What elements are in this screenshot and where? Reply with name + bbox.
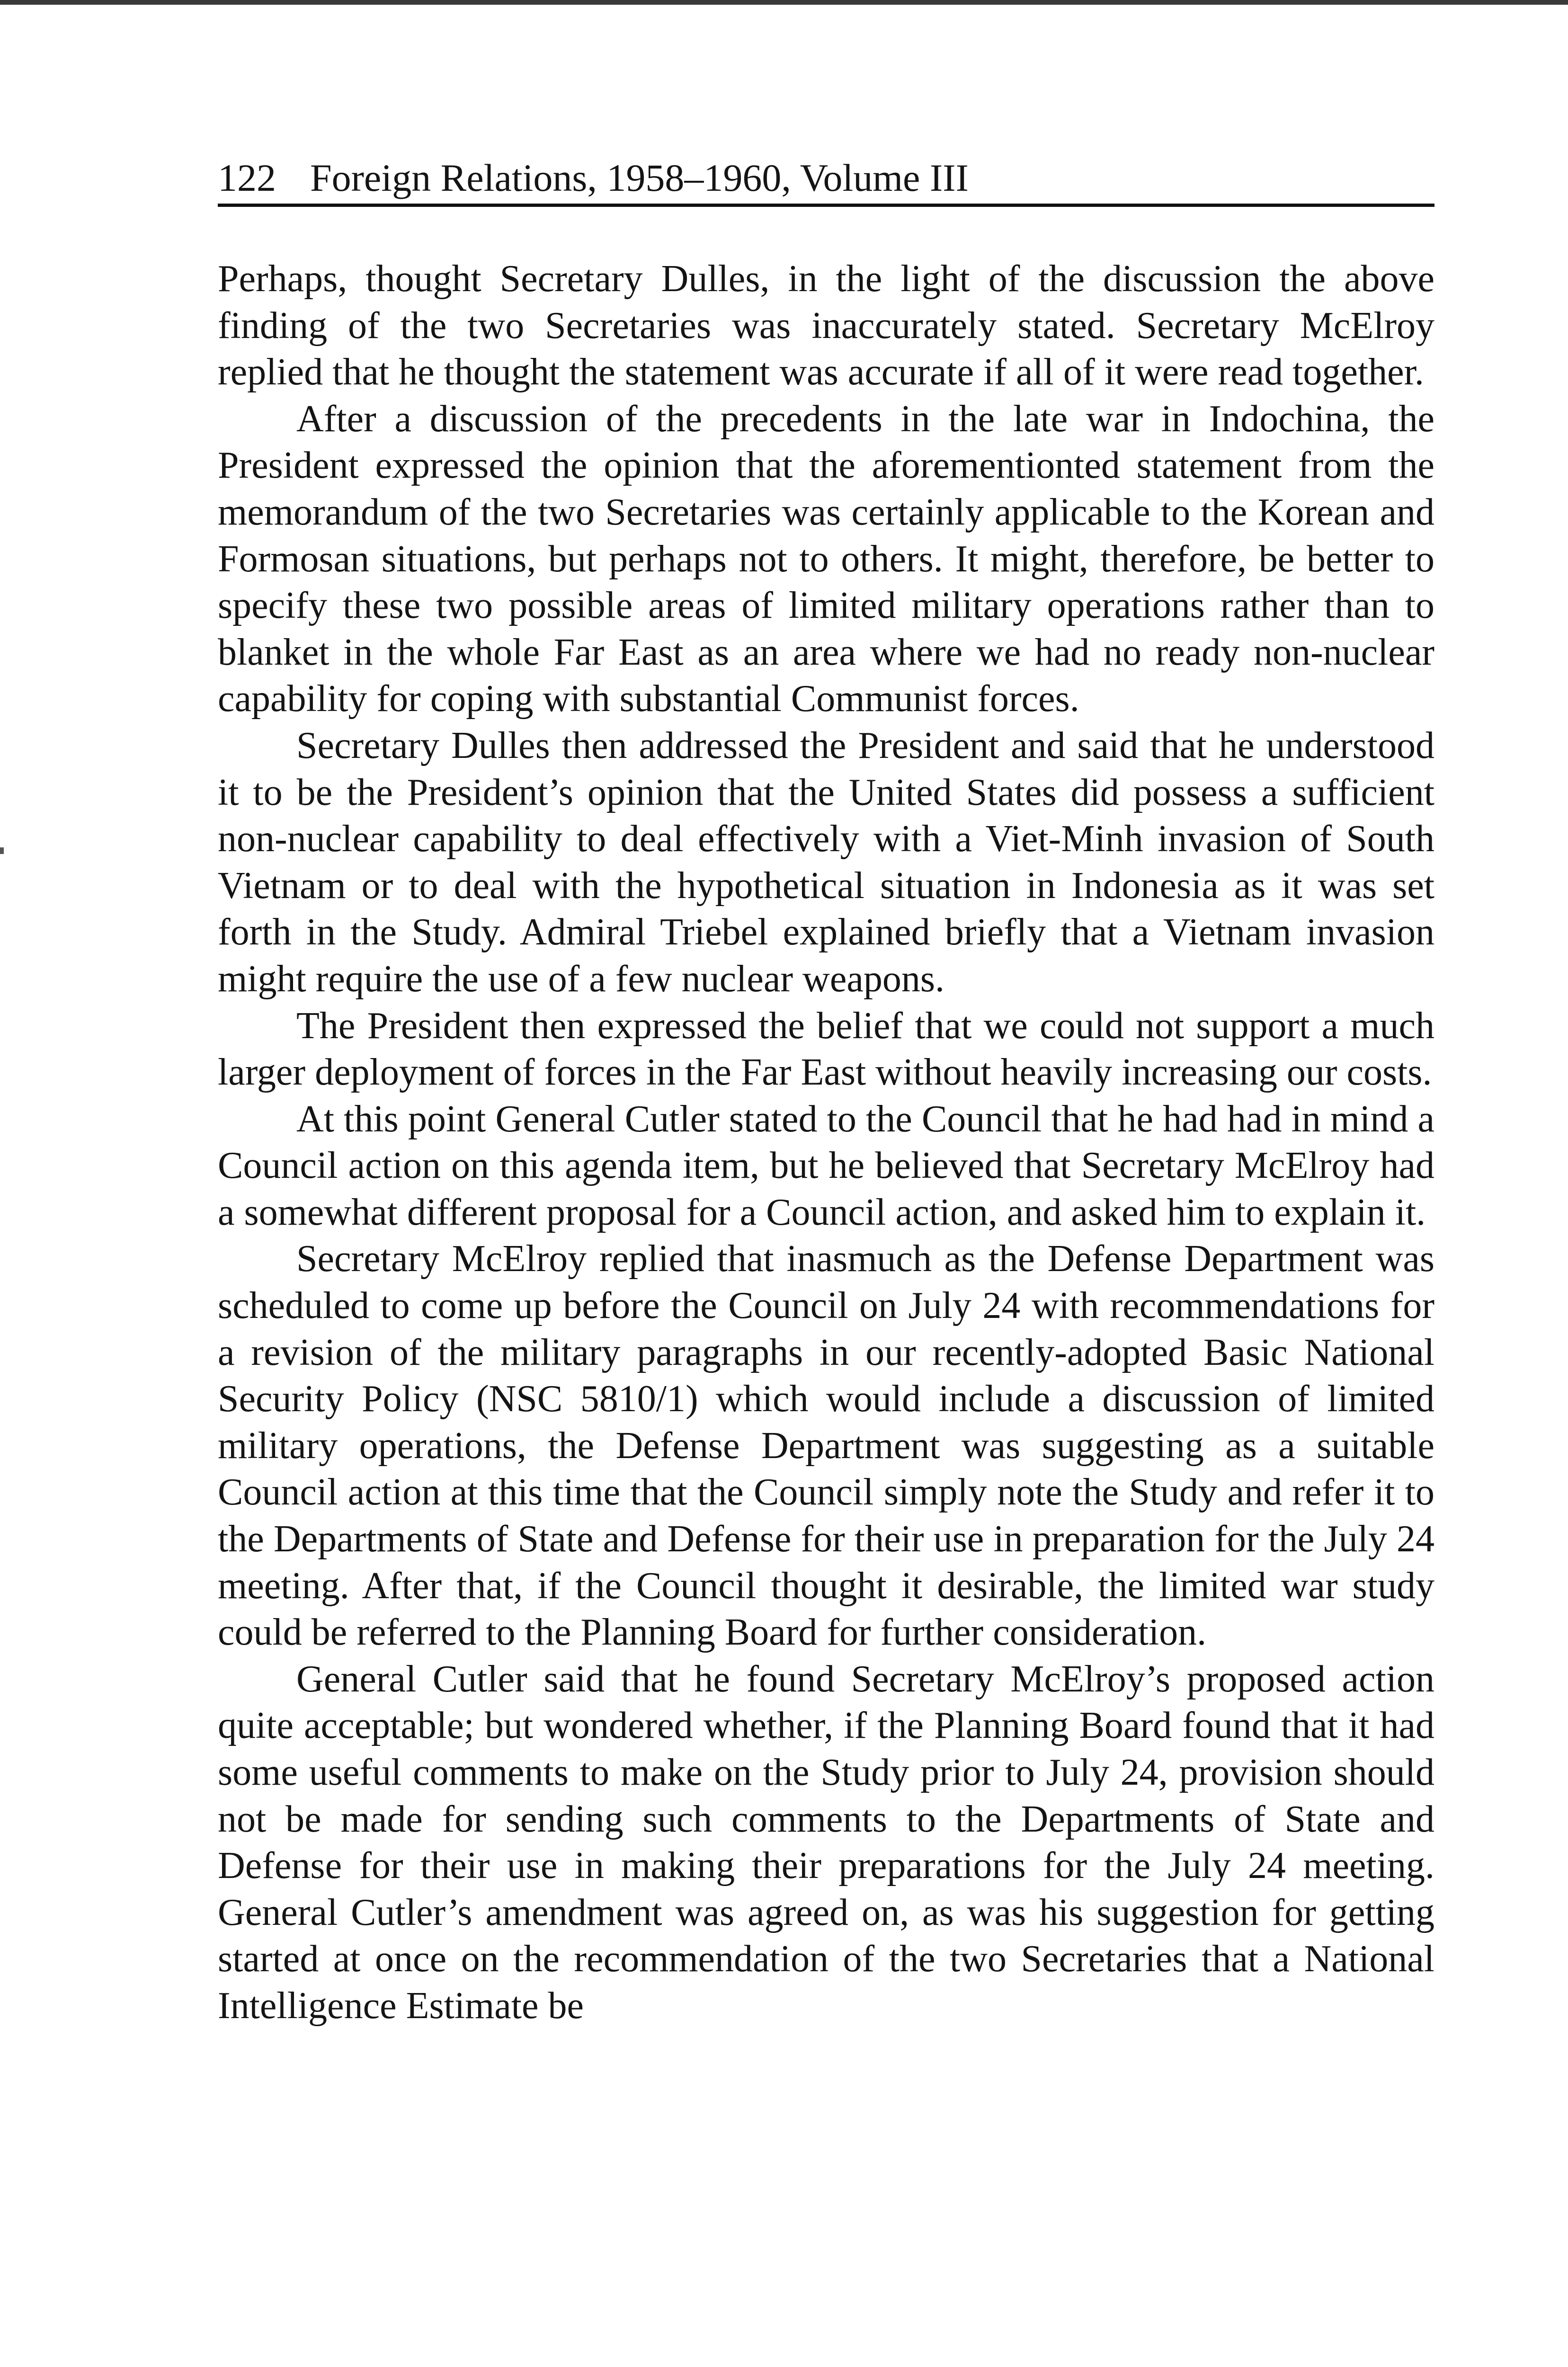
scan-margin-mark	[0, 847, 4, 854]
paragraph-7: General Cutler said that he found Secretary McElroy’s proposed action quite acceptable; but wondered whether, if the Planning Board found that it had some useful comments to make on the Study prior to July 24, provision should not be made for sending such comments to the Departments of State and Defense for their use in making their preparations for the July 24 meeting. General Cutler’s amendment was agreed on, as was his suggestion for getting started at once on the recommendation of the two Secretaries that a National Intelligence Estimate be	[218, 1658, 1434, 2027]
scan-top-edge	[0, 0, 1568, 5]
paragraph-1: Perhaps, thought Secretary Dulles, in the light of the discussion the above finding of the two Secretaries was inaccurately stated. Secretary McElroy replied that he thought the statement was accurate if all of it were read together.	[218, 258, 1434, 393]
paragraph-5: At this point General Cutler stated to the Council that he had had in mind a Council action on this agenda item, but he believed that Secretary McElroy had a somewhat different proposal for a Council action, and asked him to explain it.	[218, 1098, 1434, 1233]
running-head	[218, 152, 1434, 207]
paragraph-4: The President then expressed the belief that we could not support a much larger deployment of forces in the Far East without heavily increasing our costs.	[218, 1005, 1434, 1094]
paragraph-2: After a discussion of the precedents in the late war in Indochina, the President expressed the opinion that the aforementionted statement from the memorandum of the two Secretaries was certainly applicable to the Korean and Formosan situations, but perhaps not to others. It might, therefore, be better to specify these two possible areas of limited military operations rather than to blanket in the whole Far East as an area where we had no ready non-nuclear capability for coping with substantial Communist forces.	[218, 398, 1434, 720]
paragraph-3: Secretary Dulles then addressed the President and said that he understood it to be the President’s opinion that the United States did possess a sufficient non-nuclear capability to deal effectively with a Viet-Minh invasion of South Vietnam or to deal with the hypothetical situation in Indonesia as it was set forth in the Study. Admiral Triebel explained briefly that a Vietnam invasion might require the use of a few nuclear weapons.	[218, 724, 1434, 1000]
page-number: 122	[218, 156, 276, 199]
paragraph-6: Secretary McElroy replied that inasmuch as the Defense Department was scheduled to come up before the Council on July 24 with recommendations for a revision of the military paragraphs in our recently-adopted Basic National Security Policy (NSC 5810/1) which would include a discussion of limited military operations, the Defense Department was suggesting as a suitable Council action at this time that the Council simply note the Study and refer it to the Departments of State and Defense for their use in preparation for the July 24 meeting. After that, if the Council thought it desirable, the limited war study could be referred to the Planning Board for further consideration.	[218, 1238, 1434, 1654]
running-title: Foreign Relations, 1958–1960, Volume III	[310, 156, 969, 199]
body-text	[218, 256, 1434, 2029]
